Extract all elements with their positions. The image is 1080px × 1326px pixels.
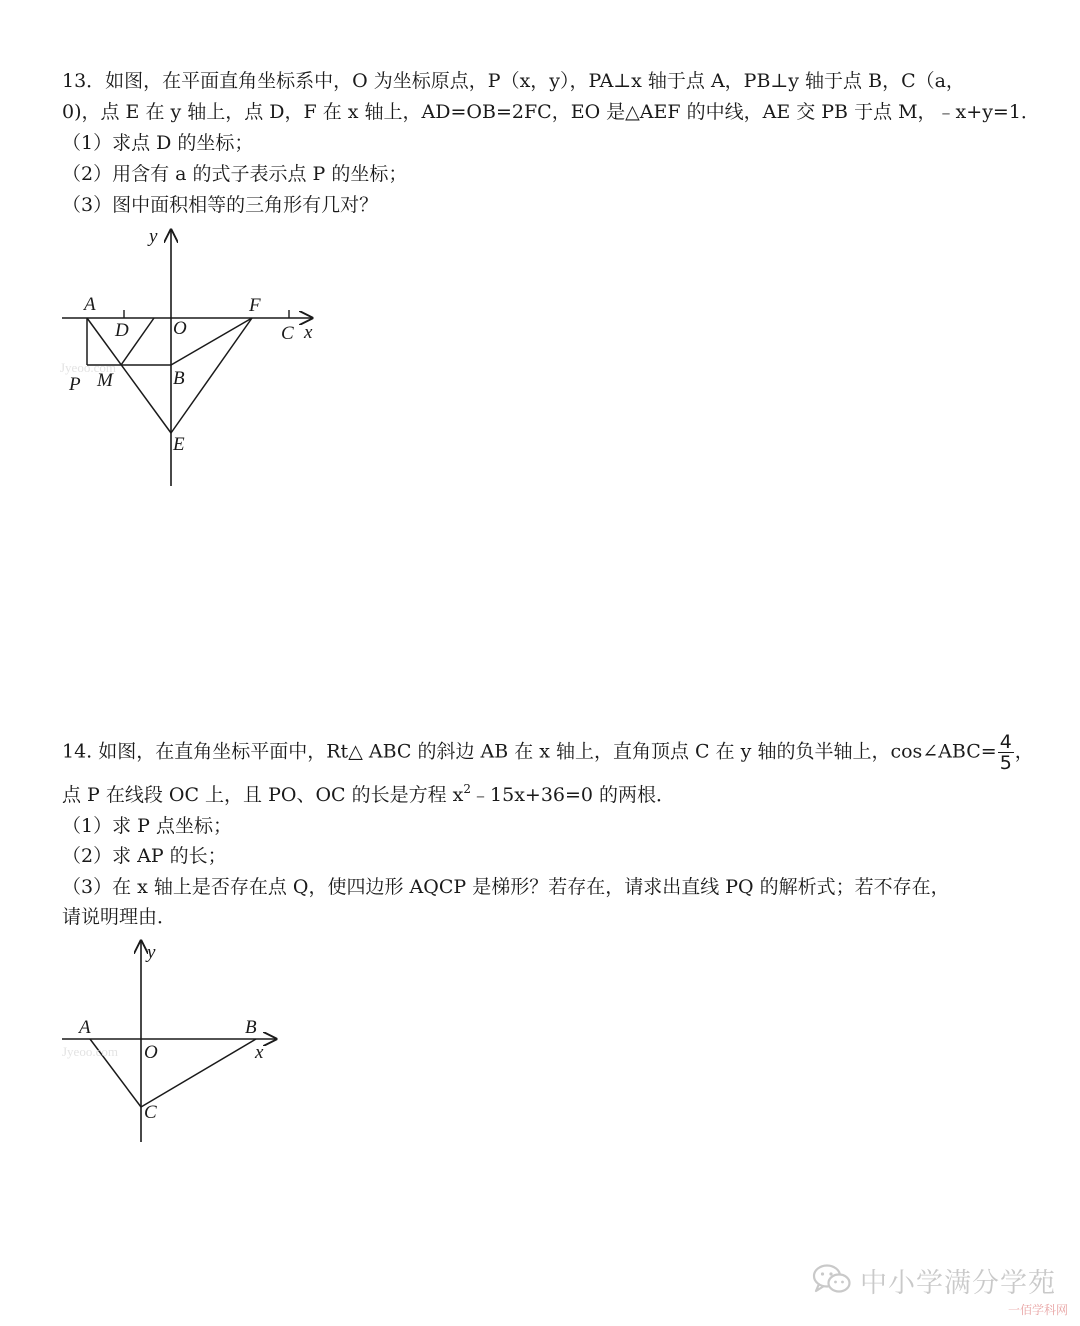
q13-label-D: D (115, 320, 129, 341)
q13-label-E: E (173, 434, 185, 455)
q14-stem-line-2-end: ﹣15x+36=0 的两根． (471, 784, 676, 806)
q13-label-O: O (173, 318, 187, 339)
footer-brand (812, 1262, 1056, 1298)
q14-part-2: （2）求 AP 的长； (62, 845, 227, 867)
q13-label-B: B (173, 368, 185, 389)
q14-label-x: x (255, 1042, 264, 1063)
q13-label-C: C (281, 323, 294, 344)
footer-brand-name: 中小学满分学苑 (860, 1267, 1056, 1299)
wechat-icon (812, 1263, 852, 1297)
q14-label-O: O (144, 1042, 158, 1063)
q13-part-1: （1）求点 D 的坐标； (62, 132, 254, 154)
q13-watermark: Jyeoo.com (60, 360, 116, 375)
q14-frac-denominator: 5 (999, 752, 1012, 774)
q13-label-F: F (249, 295, 261, 316)
q14-label-A: A (79, 1017, 91, 1038)
q14-watermark: Jyeoo.com (62, 1044, 118, 1059)
q13-stem-line-2: 0)，点 E 在 y 轴上，点 D，F 在 x 轴上，AD=OB=2FC，EO 是△AEF 的中线，AE 交 PB 于点 M，﹣x+y=1． (62, 101, 1040, 123)
q14-stem-line-2-text: 点 P 在线段 OC 上，且 PO、OC 的长是方程 x (62, 784, 464, 806)
q14-stem-line-1-end: ， (1014, 740, 1034, 763)
q13-label-x: x (304, 322, 313, 343)
q14-frac-numerator: 4 (999, 731, 1012, 753)
q14-stem-line-1-text: 14. 如图，在直角坐标平面中，Rt△ ABC 的斜边 AB 在 x 轴上，直角顶点 C 在 y 轴的负半轴上，cos∠ABC= (62, 740, 997, 763)
q14-exponent: 2 (463, 782, 472, 796)
q13-stem-line-1: 13．如图，在平面直角坐标系中，O 为坐标原点，P（x，y），PA⊥x 轴于点 A，PB⊥y 轴于点 B，C（a， (62, 70, 965, 92)
q13-label-A: A (84, 294, 96, 315)
q14-part-1: （1）求 P 点坐标； (62, 815, 232, 837)
q14-part-3-line-1: （3）在 x 轴上是否存在点 Q，使四边形 AQCP 是梯形？若存在，请求出直线 PQ 的解析式；若不存在， (62, 876, 950, 898)
q14-label-C: C (144, 1102, 157, 1123)
q14-segment-CB (141, 1039, 256, 1107)
q13-label-M: M (97, 370, 113, 391)
q14-label-B: B (245, 1017, 257, 1038)
q13-part-2: （2）用含有 a 的式子表示点 P 的坐标； (62, 163, 408, 185)
q14-part-3-line-2: 请说明理由． (62, 906, 177, 928)
site-watermark: 一佰学科网 (1007, 1303, 1068, 1317)
q13-label-P: P (69, 374, 81, 395)
q13-part-3: （3）图中面积相等的三角形有几对？ (62, 194, 379, 216)
q14-label-y: y (147, 942, 156, 963)
q13-label-y: y (149, 226, 158, 247)
